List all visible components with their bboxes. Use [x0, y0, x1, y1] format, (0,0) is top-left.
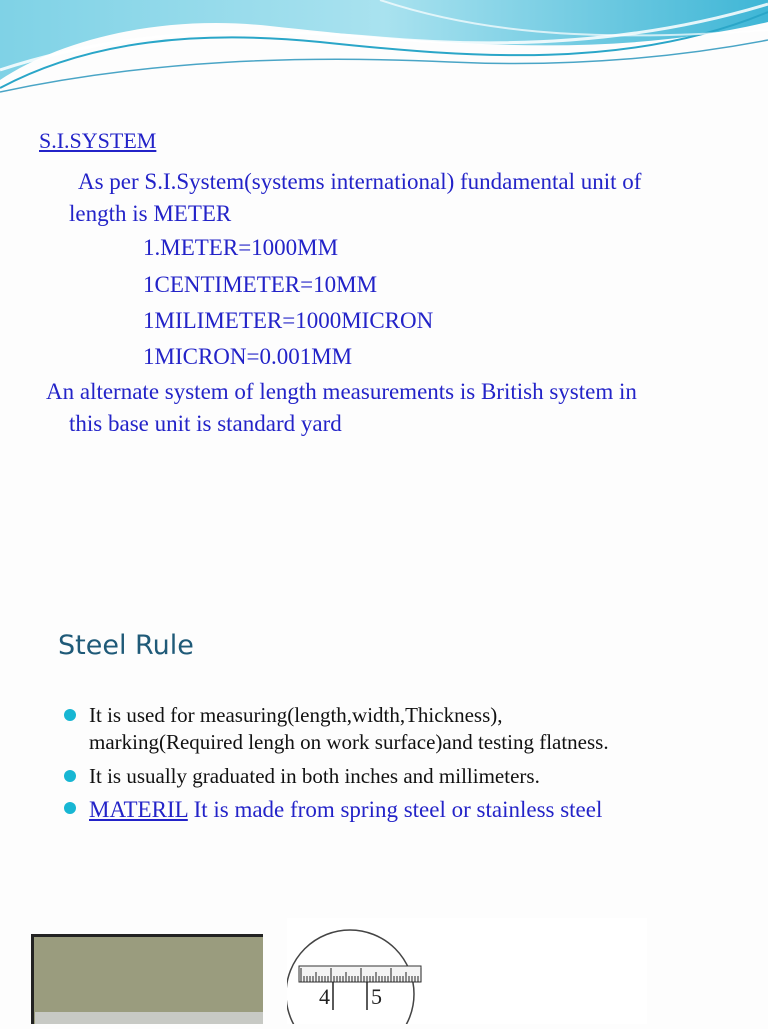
header-wave-decoration — [0, 0, 768, 95]
ruler-closeup-drawing — [287, 918, 647, 1024]
steel-rule-bar — [35, 1012, 263, 1024]
bullet-dot-icon — [64, 770, 76, 782]
steel-rule-title: Steel Rule — [58, 630, 194, 661]
conversion-millimeter: 1MILIMETER=1000MICRON — [143, 308, 434, 333]
conversion-centimeter: 1CENTIMETER=10MM — [143, 272, 378, 297]
conversion-meter: 1.METER=1000MM — [143, 235, 339, 260]
steel-rule-photo — [31, 934, 263, 1024]
material-label: MATERIL — [89, 796, 188, 822]
bullet-graduation — [64, 763, 624, 790]
bullet-dot-icon — [64, 802, 76, 814]
bullet-graduation-text: It is usually graduated in both inches and millimeters. — [89, 763, 540, 788]
ruler-closeup-image — [287, 918, 647, 1024]
ruler-number-4: 4 — [319, 984, 330, 1009]
si-system-heading: S.I.SYSTEM — [39, 128, 157, 153]
british-system-line-2: this base unit is standard yard — [69, 411, 342, 436]
ruler-number-5: 5 — [371, 984, 382, 1009]
british-system-line-1: An alternate system of length measurements is British system in — [46, 379, 637, 404]
conversion-micron: 1MICRON=0.001MM — [143, 344, 353, 369]
steel-rule-bullet-list — [64, 702, 624, 825]
si-definition-line-2: length is METER — [69, 201, 232, 226]
material-text: It is made from spring steel or stainless steel — [187, 796, 603, 822]
bullet-usage-text: It is used for measuring(length,width,Thickness), marking(Required lengh on work surface)and testing flatness. — [89, 703, 609, 755]
bullet-dot-icon — [64, 709, 76, 721]
bullet-usage — [64, 702, 624, 757]
si-definition-line-1: As per S.I.System(systems international) fundamental unit of — [78, 169, 642, 194]
bullet-material — [64, 794, 624, 825]
